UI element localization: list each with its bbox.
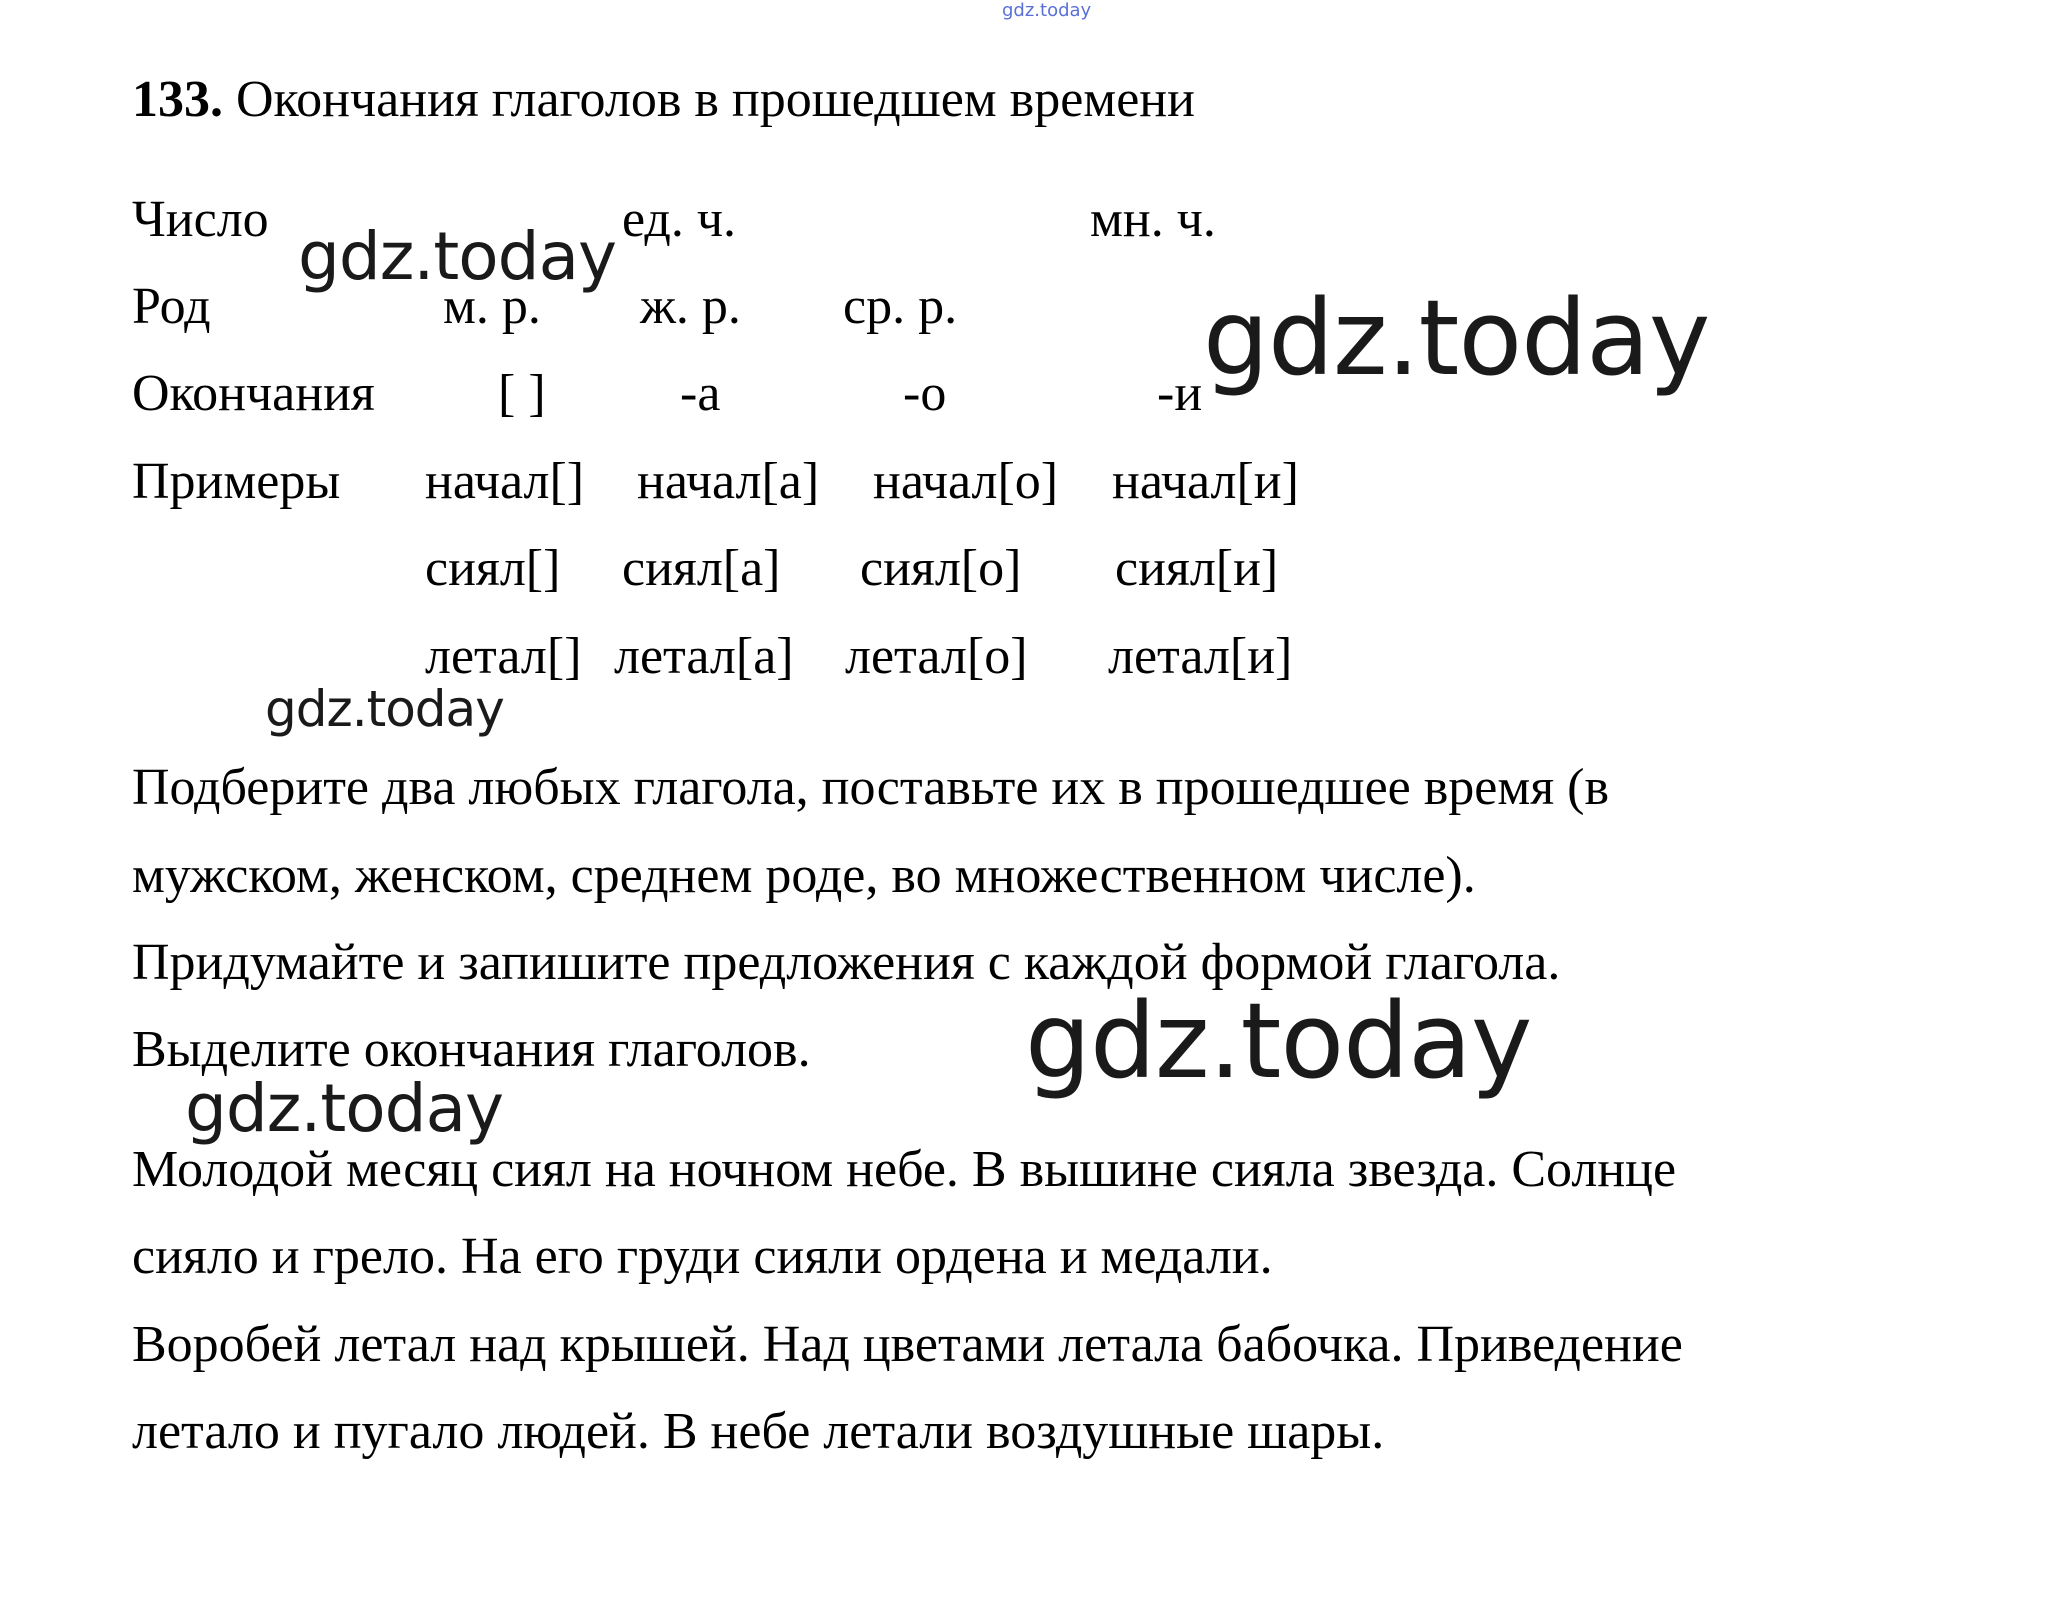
ending-plural: -и [1157, 365, 1203, 422]
example-word: летал[а] [614, 628, 794, 685]
example-word: начал[о] [873, 453, 1059, 510]
ending-masculine: [ ] [498, 365, 546, 422]
row-label-endings: Окончания [132, 365, 375, 422]
example-word: сиял[и] [1115, 540, 1279, 597]
watermark-top: gdz.today [1002, 0, 1092, 21]
answer-line: летало и пугало людей. В небе летали воздушные шары. [132, 1403, 1385, 1460]
ending-feminine: -а [680, 365, 721, 422]
example-word: летал[] [425, 628, 582, 685]
watermark: gdz.today [185, 1070, 504, 1147]
example-word: сиял[] [425, 540, 561, 597]
example-word: сиял[о] [860, 540, 1022, 597]
example-word: сиял[а] [622, 540, 781, 597]
row-label-gender: Род [132, 278, 211, 335]
cell-feminine: ж. р. [640, 278, 741, 335]
watermark: gdz.today [1025, 980, 1532, 1102]
task-line: Выделите окончания глаголов. [132, 1021, 811, 1078]
watermark: gdz.today [1203, 277, 1710, 399]
cell-masculine: м. р. [443, 278, 541, 335]
answer-line: сияло и грело. На его груди сияли ордена и медали. [132, 1228, 1273, 1285]
cell-plural: мн. ч. [1090, 191, 1216, 248]
task-line: мужском, женском, среднем роде, во множественном числе). [132, 847, 1476, 904]
exercise-title-text: Окончания глаголов в прошедшем времени [236, 71, 1195, 128]
exercise-title [132, 70, 1195, 130]
cell-singular: ед. ч. [622, 191, 737, 248]
answer-line: Воробей летал над крышей. Над цветами летала бабочка. Приведение [132, 1316, 1683, 1373]
task-line: Подберите два любых глагола, поставьте их в прошедшее время (в [132, 759, 1610, 816]
example-word: летал[и] [1108, 628, 1293, 685]
watermark: gdz.today [265, 680, 504, 738]
answer-line: Молодой месяц сиял на ночном небе. В вышине сияла звезда. Солнце [132, 1141, 1677, 1198]
ending-neuter: -о [903, 365, 947, 422]
example-word: начал[] [425, 453, 585, 510]
example-word: летал[о] [845, 628, 1028, 685]
row-label-number: Число [132, 191, 269, 248]
watermark: gdz.today [298, 218, 617, 295]
example-word: начал[и] [1112, 453, 1299, 510]
exercise-number: 133. [132, 71, 223, 128]
example-word: начал[а] [637, 453, 820, 510]
cell-neuter: ср. р. [843, 278, 958, 335]
task-line: Придумайте и запишите предложения с каждой формой глагола. [132, 934, 1561, 991]
row-label-examples: Примеры [132, 453, 341, 510]
